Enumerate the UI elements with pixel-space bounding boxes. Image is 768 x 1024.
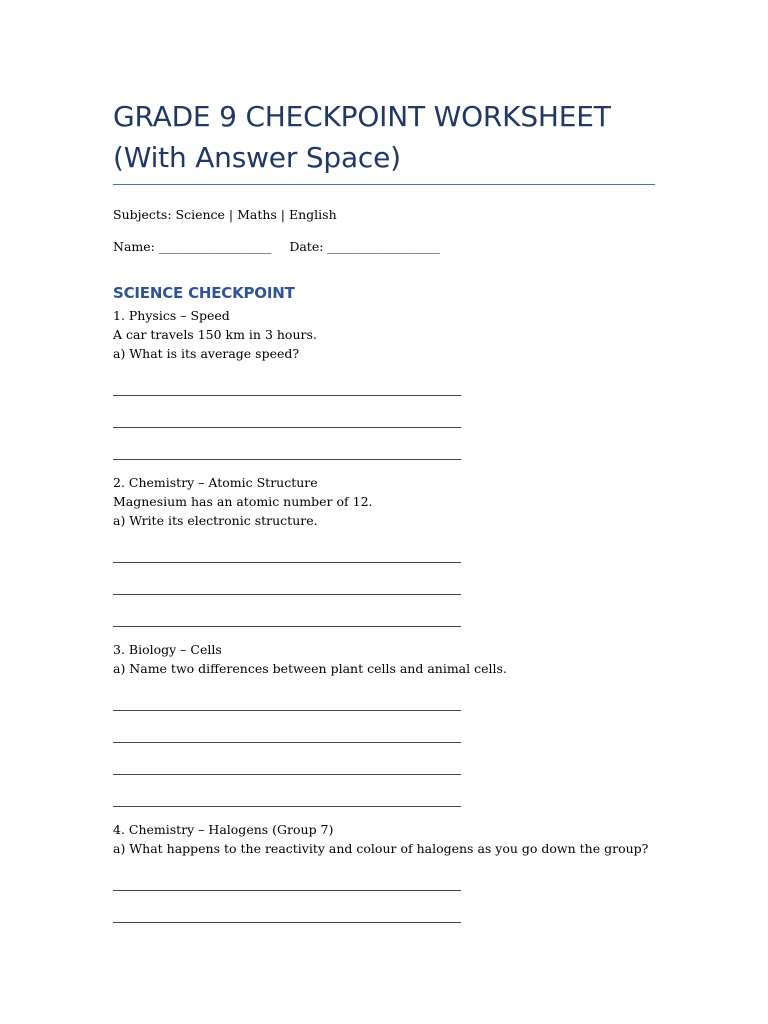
question-3-title: 3. Biology – Cells: [113, 642, 222, 657]
question-4: [113, 820, 658, 932]
question-1-part-a: a) What is its average speed?: [113, 346, 300, 361]
question-4-answer-space: [113, 868, 658, 932]
worksheet-title-line-1: GRADE 9 CHECKPOINT WORKSHEET: [113, 100, 611, 133]
answer-line[interactable]: [113, 900, 461, 932]
question-4-title: 4. Chemistry – Halogens (Group 7): [113, 822, 334, 837]
subjects-line: Subjects: Science | Maths | English: [113, 207, 337, 222]
answer-line[interactable]: [113, 604, 461, 636]
question-1: [113, 306, 658, 469]
worksheet-page: [113, 96, 658, 932]
title-underline-rule: [113, 184, 655, 185]
question-2-part-a: a) Write its electronic structure.: [113, 513, 318, 528]
answer-line[interactable]: [113, 868, 461, 900]
worksheet-title-line-2: (With Answer Space): [113, 141, 401, 174]
name-field-label: Name: __________________: [113, 239, 272, 254]
name-date-line: [113, 238, 658, 255]
question-3: [113, 640, 658, 816]
question-3-answer-space: [113, 688, 658, 816]
answer-line[interactable]: [113, 405, 461, 437]
date-field-label: Date: __________________: [289, 239, 440, 254]
science-section-heading: SCIENCE CHECKPOINT: [113, 284, 295, 302]
answer-line[interactable]: [113, 752, 461, 784]
answer-line[interactable]: [113, 688, 461, 720]
answer-line[interactable]: [113, 572, 461, 604]
question-3-part-a: a) Name two differences between plant cells and animal cells.: [113, 661, 507, 676]
question-2-title: 2. Chemistry – Atomic Structure: [113, 475, 318, 490]
question-4-part-a: a) What happens to the reactivity and colour of halogens as you go down the group?: [113, 841, 649, 856]
question-2-prompt: Magnesium has an atomic number of 12.: [113, 494, 373, 509]
question-1-prompt: A car travels 150 km in 3 hours.: [113, 327, 317, 342]
answer-line[interactable]: [113, 373, 461, 405]
question-2-answer-space: [113, 540, 658, 636]
answer-line[interactable]: [113, 720, 461, 752]
answer-line[interactable]: [113, 540, 461, 572]
answer-line[interactable]: [113, 784, 461, 816]
question-2: [113, 473, 658, 636]
question-1-answer-space: [113, 373, 658, 469]
question-1-title: 1. Physics – Speed: [113, 308, 230, 323]
answer-line[interactable]: [113, 437, 461, 469]
